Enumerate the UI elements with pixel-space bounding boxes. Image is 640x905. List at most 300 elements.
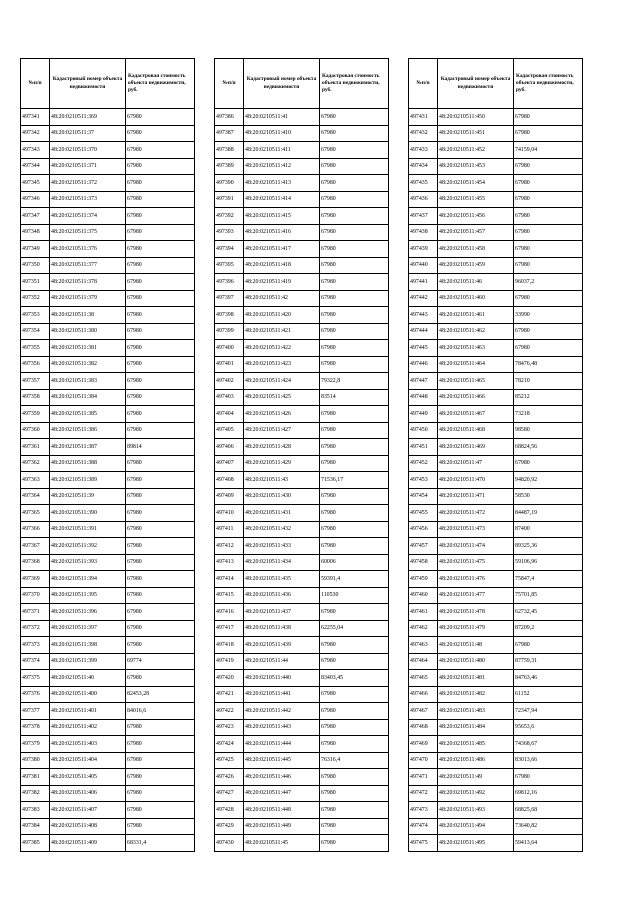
cadastral-value: 67980 [126,241,195,258]
cadastral-value: 67980 [320,505,389,522]
row-number: 497379 [21,736,50,753]
table-row [409,653,583,670]
table-row [409,686,583,703]
row-number: 497434 [409,158,438,175]
cadastral-number: 48:20:0210511:411 [244,142,320,159]
table-row [21,620,195,637]
cadastral-number: 48:20:0210511:486 [438,752,514,769]
row-number: 497455 [409,505,438,522]
cadastral-number: 48:20:0210511:48 [438,637,514,654]
cadastral-number: 48:20:0210511:43 [244,472,320,489]
row-number: 497474 [409,818,438,835]
table-row [21,686,195,703]
cadastral-value: 68331,4 [126,835,195,852]
table-row [215,208,389,225]
row-number: 497351 [21,274,50,291]
cadastral-number: 48:20:0210511:415 [244,208,320,225]
row-number: 497440 [409,257,438,274]
table-row [215,554,389,571]
table-row [215,653,389,670]
cadastral-value: 67980 [320,439,389,456]
table-row [409,769,583,786]
row-number: 497357 [21,373,50,390]
cadastral-number: 48:20:0210511:38 [50,307,126,324]
cadastral-number: 48:20:0210511:379 [50,290,126,307]
table-row [215,670,389,687]
cadastral-value: 67980 [514,208,583,225]
cadastral-value: 67980 [126,422,195,439]
table-row [215,191,389,208]
cadastral-number: 48:20:0210511:461 [438,307,514,324]
cadastral-value: 67980 [126,109,195,126]
row-number: 497368 [21,554,50,571]
cadastral-number: 48:20:0210511:427 [244,422,320,439]
row-number: 497380 [21,752,50,769]
cadastral-value: 78476,48 [514,356,583,373]
row-number: 497406 [215,439,244,456]
table-row [215,290,389,307]
row-number: 497449 [409,406,438,423]
cadastral-value: 67980 [514,637,583,654]
table-row [21,670,195,687]
row-number: 497374 [21,653,50,670]
table-row [21,785,195,802]
cadastral-value: 67980 [320,224,389,241]
table-row [215,125,389,142]
table-row [215,356,389,373]
cadastral-number: 48:20:0210511:373 [50,191,126,208]
cadastral-value: 60006 [320,554,389,571]
row-number: 497383 [21,802,50,819]
row-number: 497460 [409,587,438,604]
cadastral-value: 67980 [320,818,389,835]
row-number: 497353 [21,307,50,324]
cadastral-number: 48:20:0210511:410 [244,125,320,142]
cadastral-value: 61152 [514,686,583,703]
row-number: 497402 [215,373,244,390]
table-row [409,670,583,687]
table-row [409,587,583,604]
cadastral-number: 48:20:0210511:482 [438,686,514,703]
row-number: 497386 [215,109,244,126]
row-number: 497408 [215,472,244,489]
row-number: 497465 [409,670,438,687]
table-row [215,835,389,852]
cadastral-value: 67980 [320,191,389,208]
table-row [409,719,583,736]
cadastral-value: 67980 [126,538,195,555]
row-number: 497431 [409,109,438,126]
cadastral-number: 48:20:0210511:39 [50,488,126,505]
cadastral-value: 87209,2 [514,620,583,637]
row-number: 497364 [21,488,50,505]
row-number: 497467 [409,703,438,720]
cadastral-value: 67980 [126,670,195,687]
cadastral-number: 48:20:0210511:459 [438,257,514,274]
row-number: 497414 [215,571,244,588]
cadastral-number: 48:20:0210511:407 [50,802,126,819]
row-number: 497422 [215,703,244,720]
cadastral-value: 67980 [514,109,583,126]
cadastral-value: 67980 [320,422,389,439]
table-row [21,389,195,406]
row-number: 497457 [409,538,438,555]
row-number: 497437 [409,208,438,225]
cadastral-value: 69812,16 [514,785,583,802]
cadastral-value: 83013,66 [514,752,583,769]
cadastral-value: 67980 [320,241,389,258]
cadastral-number: 48:20:0210511:442 [244,703,320,720]
row-number: 497354 [21,323,50,340]
cadastral-value: 74159,04 [514,142,583,159]
table-row [21,653,195,670]
cadastral-value: 67980 [126,373,195,390]
cadastral-value: 67980 [126,158,195,175]
row-number: 497390 [215,175,244,192]
cadastral-number: 48:20:0210511:481 [438,670,514,687]
table-row [409,373,583,390]
cadastral-register-document [20,58,586,846]
cadastral-number: 48:20:0210511:418 [244,257,320,274]
cadastral-value: 98580 [514,422,583,439]
row-number: 497376 [21,686,50,703]
cadastral-value: 89325,36 [514,538,583,555]
cadastral-number: 48:20:0210511:460 [438,290,514,307]
cadastral-value: 67980 [320,802,389,819]
cadastral-number: 48:20:0210511:470 [438,472,514,489]
table-row [409,142,583,159]
table-row [409,835,583,852]
cadastral-value: 67980 [320,736,389,753]
table-row [215,323,389,340]
cadastral-number: 48:20:0210511:384 [50,389,126,406]
row-number: 497417 [215,620,244,637]
cadastral-number: 48:20:0210511:412 [244,158,320,175]
row-number: 497436 [409,191,438,208]
header-cadastral-value: Кадастровая стоимость объекта недвижимости, руб. [320,59,389,109]
table-row [215,142,389,159]
header-row [21,59,195,109]
cadastral-value: 62255,04 [320,620,389,637]
row-number: 497367 [21,538,50,555]
cadastral-value: 67980 [514,323,583,340]
table-row [409,356,583,373]
table-row [215,637,389,654]
row-number: 497445 [409,340,438,357]
table-row [215,505,389,522]
cadastral-number: 48:20:0210511:401 [50,703,126,720]
table-row [21,274,195,291]
row-number: 497342 [21,125,50,142]
cadastral-number: 48:20:0210511:492 [438,785,514,802]
row-number: 497372 [21,620,50,637]
cadastral-value: 67980 [126,224,195,241]
cadastral-value: 69774 [126,653,195,670]
cadastral-number: 48:20:0210511:386 [50,422,126,439]
table-row [215,620,389,637]
row-number: 497469 [409,736,438,753]
table-row [409,802,583,819]
cadastral-number: 48:20:0210511:420 [244,307,320,324]
table-row [409,488,583,505]
table-row [215,389,389,406]
table-row [21,406,195,423]
row-number: 497438 [409,224,438,241]
cadastral-value: 67980 [320,208,389,225]
cadastral-number: 48:20:0210511:464 [438,356,514,373]
table-row [215,422,389,439]
row-number: 497356 [21,356,50,373]
cadastral-value: 67980 [126,785,195,802]
row-number: 497366 [21,521,50,538]
row-number: 497442 [409,290,438,307]
row-number: 497427 [215,785,244,802]
cadastral-value: 67980 [514,241,583,258]
table-row [21,373,195,390]
row-number: 497421 [215,686,244,703]
row-number: 497463 [409,637,438,654]
row-number: 497415 [215,587,244,604]
table-row [409,191,583,208]
cadastral-value: 71536,17 [320,472,389,489]
row-number: 497456 [409,521,438,538]
table-row [21,818,195,835]
row-number: 497443 [409,307,438,324]
cadastral-number: 48:20:0210511:382 [50,356,126,373]
cadastral-value: 67980 [320,290,389,307]
row-number: 497392 [215,208,244,225]
cadastral-number: 48:20:0210511:45 [244,835,320,852]
cadastral-value: 67980 [514,125,583,142]
row-number: 497407 [215,455,244,472]
cadastral-number: 48:20:0210511:371 [50,158,126,175]
cadastral-number: 48:20:0210511:449 [244,818,320,835]
cadastral-number: 48:20:0210511:370 [50,142,126,159]
table-row [21,191,195,208]
cadastral-number: 48:20:0210511:466 [438,389,514,406]
cadastral-number: 48:20:0210511:434 [244,554,320,571]
row-number: 497416 [215,604,244,621]
table-row [215,571,389,588]
table-row [21,505,195,522]
cadastral-number: 48:20:0210511:447 [244,785,320,802]
cadastral-value: 67980 [320,274,389,291]
row-number: 497444 [409,323,438,340]
cadastral-value: 67980 [126,142,195,159]
cadastral-number: 48:20:0210511:484 [438,719,514,736]
table-row [409,604,583,621]
table-row [21,290,195,307]
register-table [214,58,389,852]
cadastral-number: 48:20:0210511:467 [438,406,514,423]
cadastral-number: 48:20:0210511:462 [438,323,514,340]
table-row [215,769,389,786]
table-row [215,307,389,324]
table-row [215,604,389,621]
cadastral-number: 48:20:0210511:485 [438,736,514,753]
cadastral-value: 83403,45 [320,670,389,687]
row-number: 497389 [215,158,244,175]
cadastral-value: 84487,19 [514,505,583,522]
cadastral-value: 67980 [126,604,195,621]
cadastral-number: 48:20:0210511:475 [438,554,514,571]
row-number: 497441 [409,274,438,291]
cadastral-number: 48:20:0210511:381 [50,340,126,357]
row-number: 497393 [215,224,244,241]
table-row [215,257,389,274]
table-row [409,538,583,555]
cadastral-value: 67980 [320,175,389,192]
row-number: 497361 [21,439,50,456]
table-row [21,422,195,439]
cadastral-number: 48:20:0210511:383 [50,373,126,390]
cadastral-number: 48:20:0210511:448 [244,802,320,819]
table-row [409,340,583,357]
cadastral-number: 48:20:0210511:437 [244,604,320,621]
cadastral-value: 67980 [320,307,389,324]
cadastral-number: 48:20:0210511:428 [244,439,320,456]
table-row [21,835,195,852]
table-row [409,125,583,142]
cadastral-number: 48:20:0210511:42 [244,290,320,307]
row-number: 497350 [21,257,50,274]
table-row [215,785,389,802]
row-number: 497461 [409,604,438,621]
row-number: 497404 [215,406,244,423]
table-row [21,142,195,159]
cadastral-value: 67980 [126,307,195,324]
cadastral-number: 48:20:0210511:46 [438,274,514,291]
cadastral-number: 48:20:0210511:396 [50,604,126,621]
cadastral-value: 67980 [126,389,195,406]
table-row [215,274,389,291]
table-row [21,323,195,340]
row-number: 497369 [21,571,50,588]
row-number: 497375 [21,670,50,687]
table-row [215,472,389,489]
cadastral-number: 48:20:0210511:408 [50,818,126,835]
cadastral-number: 48:20:0210511:455 [438,191,514,208]
cadastral-number: 48:20:0210511:456 [438,208,514,225]
cadastral-value: 84016,6 [126,703,195,720]
row-number: 497377 [21,703,50,720]
cadastral-value: 73640,82 [514,818,583,835]
table-row [21,472,195,489]
row-number: 497359 [21,406,50,423]
cadastral-value: 67980 [126,257,195,274]
cadastral-number: 48:20:0210511:441 [244,686,320,703]
row-number: 497411 [215,521,244,538]
cadastral-value: 67980 [126,505,195,522]
row-number: 497365 [21,505,50,522]
row-number: 497382 [21,785,50,802]
cadastral-number: 48:20:0210511:430 [244,488,320,505]
table-row [409,637,583,654]
table-row [409,208,583,225]
table-row [215,340,389,357]
table-row [21,571,195,588]
register-table [408,58,583,852]
row-number: 497381 [21,769,50,786]
cadastral-value: 67980 [126,736,195,753]
row-number: 497424 [215,736,244,753]
table-row [21,307,195,324]
cadastral-value: 68824,56 [514,439,583,456]
cadastral-number: 48:20:0210511:417 [244,241,320,258]
register-table [20,58,195,852]
cadastral-number: 48:20:0210511:414 [244,191,320,208]
cadastral-value: 67980 [126,455,195,472]
cadastral-number: 48:20:0210511:493 [438,802,514,819]
table-row [215,719,389,736]
cadastral-value: 67980 [320,521,389,538]
cadastral-number: 48:20:0210511:425 [244,389,320,406]
cadastral-number: 48:20:0210511:380 [50,323,126,340]
cadastral-number: 48:20:0210511:375 [50,224,126,241]
cadastral-number: 48:20:0210511:378 [50,274,126,291]
cadastral-value: 74368,67 [514,736,583,753]
cadastral-number: 48:20:0210511:395 [50,587,126,604]
header-row [215,59,389,109]
cadastral-number: 48:20:0210511:473 [438,521,514,538]
table-row [215,373,389,390]
cadastral-value: 67980 [320,323,389,340]
table-row [215,752,389,769]
cadastral-number: 48:20:0210511:444 [244,736,320,753]
cadastral-value: 67980 [320,686,389,703]
table-row [21,587,195,604]
cadastral-number: 48:20:0210511:372 [50,175,126,192]
table-row [409,389,583,406]
row-number: 497403 [215,389,244,406]
header-number: №п/п [215,59,244,109]
table-row [409,307,583,324]
header-cadastral-number: Кадастровый номер объекта недвижимости [244,59,320,109]
cadastral-value: 75847,4 [514,571,583,588]
table-row [409,109,583,126]
row-number: 497394 [215,241,244,258]
row-number: 497448 [409,389,438,406]
cadastral-value: 67980 [126,356,195,373]
cadastral-number: 48:20:0210511:41 [244,109,320,126]
cadastral-value: 67980 [320,703,389,720]
cadastral-number: 48:20:0210511:450 [438,109,514,126]
cadastral-number: 48:20:0210511:419 [244,274,320,291]
row-number: 497462 [409,620,438,637]
table-row [21,125,195,142]
row-number: 497370 [21,587,50,604]
cadastral-value: 67980 [126,620,195,637]
table-row [21,752,195,769]
cadastral-value: 67980 [514,191,583,208]
cadastral-value: 67980 [126,488,195,505]
cadastral-value: 67980 [514,340,583,357]
cadastral-number: 48:20:0210511:478 [438,604,514,621]
cadastral-number: 48:20:0210511:398 [50,637,126,654]
row-number: 497458 [409,554,438,571]
row-number: 497446 [409,356,438,373]
table-row [215,818,389,835]
table-row [409,752,583,769]
cadastral-value: 62732,45 [514,604,583,621]
cadastral-value: 58530 [514,488,583,505]
row-number: 497378 [21,719,50,736]
cadastral-number: 48:20:0210511:476 [438,571,514,588]
table-row [21,439,195,456]
header-number: №п/п [409,59,438,109]
cadastral-value: 67980 [320,769,389,786]
table-row [409,406,583,423]
